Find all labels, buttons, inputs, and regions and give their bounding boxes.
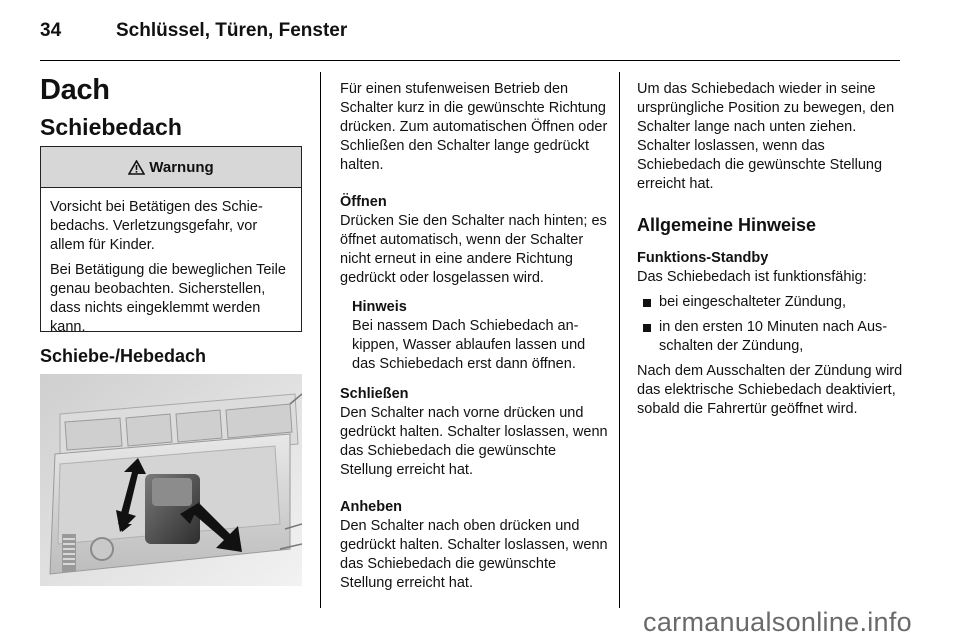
intro-text: Für einen stufenweisen Betrieb den Schalter kurz in die gewünschte Richtung drücken. Zum automatischen Öffnen oder Schließen den Schalter lange gedrückt halten. bbox=[340, 81, 608, 173]
heading-allgemeine-hinweise: Allgemeine Hinweise bbox=[637, 215, 817, 235]
bullet-text: in den ersten 10 Minuten nach Ausschalten der Zündung, bbox=[659, 319, 888, 354]
reset-text: Um das Schiebedach wieder in seine ursprüngliche Position zu bewegen, den Schalter lange nach unten ziehen. Schalter loslassen, wenn das Schiebedach die gewünschte Stellung erreicht hat. bbox=[637, 81, 895, 192]
warning-paragraph: Bei Betätigung die beweglichen Teile genau beobachten. Sicherstellen, dass nichts eingeklemmt werden kann. bbox=[50, 262, 286, 335]
column-divider-2 bbox=[619, 72, 620, 608]
subheading-schliessen: Schließen bbox=[340, 386, 409, 402]
column-2 bbox=[340, 80, 608, 593]
column-3 bbox=[637, 80, 903, 419]
column-divider-1 bbox=[320, 72, 321, 608]
warning-triangle-icon bbox=[128, 160, 145, 175]
bullet-text: bei eingeschalteter Zündung, bbox=[659, 294, 847, 310]
sunroof-switch-photo bbox=[40, 374, 302, 586]
note-text: Bei nassem Dach Schiebedach ankippen, Wasser ablaufen lassen und das Schiebedach erst dann öffnen. bbox=[352, 318, 586, 372]
subheading-anheben: Anheben bbox=[340, 499, 403, 515]
subheading-funktions-standby: Funktions-Standby bbox=[637, 250, 769, 266]
page-number: 34 bbox=[40, 20, 62, 41]
heading-schiebedach: Schiebedach bbox=[40, 114, 182, 140]
warning-box bbox=[40, 146, 302, 335]
lift-text: Den Schalter nach oben drücken und gedrückt halten. Schalter loslassen, wenn das Schiebedach die gewünschte Stellung erreicht hat. bbox=[340, 518, 608, 591]
close-text: Den Schalter nach vorne drücken und gedrückt halten. Schalter loslassen, wenn das Schiebedach die gewünschte Stellung erreicht hat. bbox=[340, 405, 608, 478]
open-text: Drücken Sie den Schalter nach hinten; es öffnet automatisch, wenn der Schalter nicht erneut in eine andere Richtung gedrückt oder losgelassen wird. bbox=[340, 213, 607, 286]
warning-title: Warnung bbox=[149, 158, 214, 176]
warning-paragraph: Vorsicht bei Betätigen des Schiebedachs. Verletzungsgefahr, vor allem für Kinder. bbox=[50, 199, 263, 253]
bullet-item bbox=[637, 293, 903, 312]
bullet-item bbox=[637, 318, 903, 356]
heading-schiebe-hebedach: Schiebe-/Hebedach bbox=[40, 346, 207, 366]
section-title: Schlüssel, Türen, Fenster bbox=[116, 20, 348, 41]
heading-dach: Dach bbox=[40, 74, 110, 106]
note-heading: Hinweis bbox=[352, 299, 407, 315]
subheading-oeffnen: Öffnen bbox=[340, 194, 387, 210]
bullet-square-icon bbox=[643, 299, 651, 307]
warning-header bbox=[41, 147, 301, 188]
bullet-square-icon bbox=[643, 324, 651, 332]
after-text: Nach dem Ausschalten der Zündung wird das elektrische Schiebedach deaktiviert, sobald die Fahrertür geöffnet wird. bbox=[637, 363, 903, 417]
watermark: carmanualsonline.info bbox=[643, 607, 912, 637]
sunroof-switch-illustration bbox=[40, 374, 302, 586]
standby-intro: Das Schiebedach ist funktionsfähig: bbox=[637, 269, 867, 285]
header-rule bbox=[40, 60, 900, 61]
